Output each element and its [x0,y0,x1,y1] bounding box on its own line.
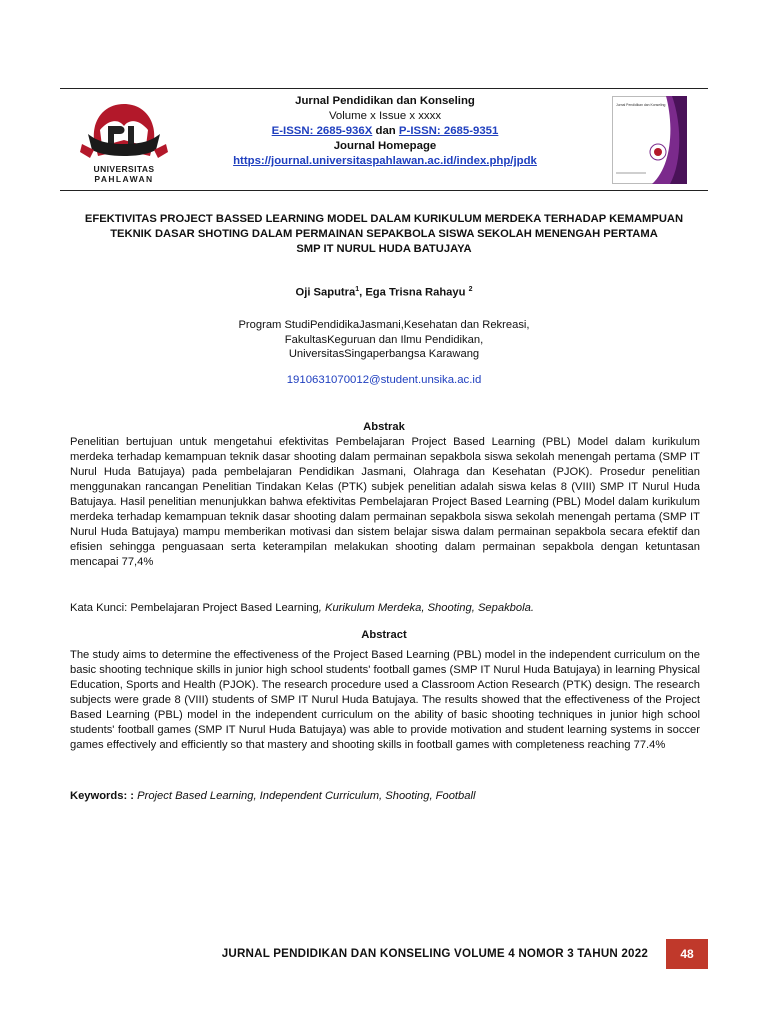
pissn-link[interactable]: P-ISSN: 2685-9351 [398,125,499,137]
page-footer [60,939,708,969]
author-sup: 2 [468,286,473,293]
abstrak-body: Penelitian bertujuan untuk mengetahui efektivitas Pembelajaran Project Based Learning (PBL) Model dalam kurikulum merdeka terhadap kemampuan teknik dasar shooting dalam permainan sepakbola siswa sekolah menengah pertama (SMP IT Nurul Huda Batujaya) pada pembelajaran Pendidikan Jasmani, Olahraga dan Kesehatan (PJOK). Prosedur penelitian menggunakan rancangan Penelitian Tindakan Kelas (PTK) subjek penelitian adalah siswa kelas 8 (VIII) SMP IT Nurul Huda Batujaya. Hasil penelitian menunjukkan bahwa efektivitas Pembelajaran Project Based Learning (PBL) Model dalam kurikulum merdeka terhadap kemampuan teknik dasar shooting dalam permainan sepakbola siswa sekolah menengah pertama (SMP IT Nurul Huda Batujaya) mampu memberikan motivasi dan sistem belajar siswa dalam permainan sepakbola secara efektif dan efisien sehingga penguasaan serta keterampilan melakukan shooting dalam permainan sepakbola dengan ketuntasan mencapai 77,4% [70,436,700,568]
journal-cover-thumbnail [612,96,687,184]
title-line: EFEKTIVITAS PROJECT BASSED LEARNING MODEL DALAM KURIKULUM MERDEKA TERHADAP KEMAMPUAN [84,213,684,225]
author-sup: 1 [355,286,360,293]
affiliation-line: UniversitasSingaperbangsa Karawang [288,348,480,360]
university-logo [78,100,170,186]
abstrak-heading: Abstrak [363,421,405,433]
logo-emblem-icon [80,104,168,158]
page-number-badge: 48 [666,939,708,969]
running-title: JURNAL PENDIDIKAN DAN KONSELING VOLUME 4 NOMOR 3 TAHUN 2022 [221,947,648,960]
svg-text:PAHLAWAN: PAHLAWAN [94,174,154,184]
abstract-body: The study aims to determine the effectiveness of the Project Based Learning (PBL) model in the independent curriculum on the basic shooting technique skills in junior high school students' football games (SMP IT Nurul Huda Batujaya) in learning Physical Education, Sports and Health (PJOK). The research procedure used a Classroom Action Research (PTK) design. The research subjects were grade 8 (VIII) students of SMP IT Nurul Huda Batujaya. The results showed that the effectiveness of the Project Based Learning (PBL) model in the independent curriculum on the ability of basic shooting techniques in junior high school students' football games (SMP IT Nurul Huda Batujaya) was able to provide motivation and student learning systems in soccer games effectively and efficiently so that mastery and shooting skills in football games with completeness reaching 77.4% [70,649,700,751]
title-line: TEKNIK DASAR SHOTING DALAM PERMAINAN SEPAKBOLA SISWA SEKOLAH MENENGAH PERTAMA [110,228,658,240]
abstract-heading: Abstract [361,629,407,641]
header-top-rule [60,88,708,89]
author-name: , Ega Trisna Rahayu [359,286,469,299]
affiliation-line: FakultasKeguruan dan Ilmu Pendidikan, [284,333,484,346]
issn-and: dan [372,125,399,137]
issn-line [200,124,570,139]
homepage-label: Journal Homepage [333,140,437,152]
title-line: SMP IT NURUL HUDA BATUJAYA [296,243,472,255]
author-email[interactable]: 1910631070012@student.unsika.ac.id [286,374,482,386]
affiliation [60,318,708,362]
keywords [70,790,710,802]
svg-text:UNIVERSITAS: UNIVERSITAS [93,164,155,174]
cover-title: Jurnal Pendidikan dan Konseling [616,103,666,107]
author-name: Oji Saputra [295,286,356,299]
kata-kunci-terms: , Kurikulum Merdeka, Shooting, Sepakbola. [318,602,534,614]
affiliation-line: Program StudiPendidikaJasmani,Kesehatan dan Rekreasi, [238,319,530,331]
kata-kunci-label: Kata Kunci: Pembelajaran Project Based Learning [70,602,319,614]
keywords-terms: Project Based Learning, Independent Curriculum, Shooting, Football [134,790,476,802]
journal-name: Jurnal Pendidikan dan Konseling [295,95,475,107]
article-title [60,212,708,257]
eissn-link[interactable]: E-ISSN: 2685-936X [271,125,373,137]
kata-kunci [70,602,710,614]
volume-issue: Volume x Issue x xxxx [328,110,442,122]
header-bottom-rule [60,190,708,191]
journal-info [200,94,570,169]
authors [60,286,708,299]
homepage-link[interactable]: https://journal.universitaspahlawan.ac.id/index.php/jpdk [233,155,537,167]
keywords-label: Keywords: : [70,790,135,802]
